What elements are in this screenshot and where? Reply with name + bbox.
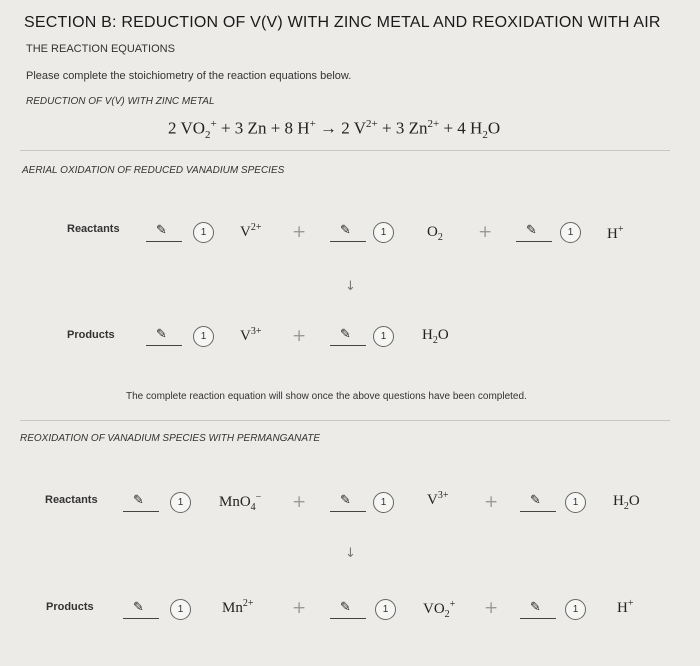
plus-sign: +	[292, 222, 307, 242]
plus-sign: +	[484, 492, 499, 512]
part3-heading: REOXIDATION OF VANADIUM SPECIES WITH PERMANGANATE	[20, 433, 321, 444]
coefficient-badge[interactable]: 1	[560, 222, 581, 243]
coefficient-input[interactable]	[516, 220, 552, 242]
species-v2plus: $V^{2+}$	[240, 222, 262, 240]
coefficient-input[interactable]	[520, 490, 556, 512]
plus-sign: +	[478, 222, 493, 242]
coefficient-input[interactable]	[146, 324, 182, 346]
section-title: SECTION B: REDUCTION OF V(V) WITH ZINC METAL AND REOXIDATION WITH AIR	[24, 14, 661, 31]
plus-sign: +	[292, 492, 307, 512]
coefficient-input[interactable]	[123, 597, 159, 619]
products-label: Products	[67, 329, 115, 341]
coefficient-input[interactable]	[330, 490, 366, 512]
species-vo2plus: $VO_2^+$	[423, 599, 456, 620]
coefficient-badge[interactable]: 1	[373, 326, 394, 347]
coefficient-input[interactable]	[330, 597, 366, 619]
coefficient-badge[interactable]: 1	[375, 599, 396, 620]
arrow-down-icon: ↓	[345, 279, 356, 294]
coefficient-input[interactable]	[330, 324, 366, 346]
coefficient-input[interactable]	[330, 220, 366, 242]
pencil-icon: ✎	[530, 599, 541, 614]
products-label: Products	[46, 601, 94, 613]
pencil-icon: ✎	[530, 492, 541, 507]
pencil-icon: ✎	[526, 222, 537, 237]
coefficient-input[interactable]	[520, 597, 556, 619]
pencil-icon: ✎	[133, 492, 144, 507]
plus-sign: +	[484, 598, 499, 618]
species-hplus: H+	[617, 598, 634, 616]
plus-sign: +	[292, 326, 307, 346]
pencil-icon: ✎	[340, 222, 351, 237]
pencil-icon: ✎	[340, 492, 351, 507]
divider	[20, 420, 670, 421]
pencil-icon: ✎	[340, 326, 351, 341]
coefficient-input[interactable]	[146, 220, 182, 242]
coefficient-badge[interactable]: 1	[193, 222, 214, 243]
species-h2o: $H_2O$	[613, 493, 640, 512]
arrow-down-icon: ↓	[345, 546, 356, 561]
species-v3plus: $V^{3+}$	[427, 490, 449, 508]
coefficient-badge[interactable]: 1	[373, 492, 394, 513]
species-v3plus: $V^{3+}$	[240, 326, 262, 344]
part2-heading: AERIAL OXIDATION OF REDUCED VANADIUM SPECIES	[22, 165, 285, 176]
part1-heading: REDUCTION OF V(V) WITH ZINC METAL	[26, 96, 215, 107]
pencil-icon: ✎	[340, 599, 351, 614]
coefficient-input[interactable]	[123, 490, 159, 512]
coefficient-badge[interactable]: 1	[565, 599, 586, 620]
species-hplus: H+	[607, 224, 624, 242]
reactants-label: Reactants	[67, 223, 120, 235]
coefficient-badge[interactable]: 1	[170, 492, 191, 513]
reaction-equations-heading: THE REACTION EQUATIONS	[26, 43, 175, 55]
species-h2o: $H_2O$	[422, 327, 449, 346]
plus-sign: +	[292, 598, 307, 618]
reduction-equation: 2 $VO_2^+ + 3$ Zn + 8 H+ → 2 $V^{2+} + 3$ $Zn^{2+} + 4$ $H_2O$	[168, 118, 501, 142]
instruction-text: Please complete the stoichiometry of the reaction equations below.	[26, 70, 352, 82]
coefficient-badge[interactable]: 1	[170, 599, 191, 620]
reactants-label: Reactants	[45, 494, 98, 506]
coefficient-badge[interactable]: 1	[193, 326, 214, 347]
species-mn2plus: $Mn^{2+}$	[222, 598, 254, 616]
species-mno4minus: MnO$_4$−	[219, 492, 262, 513]
species-o2: $O_2$	[427, 224, 443, 243]
divider	[20, 150, 670, 151]
coefficient-badge[interactable]: 1	[565, 492, 586, 513]
pencil-icon: ✎	[133, 599, 144, 614]
completion-note: The complete reaction equation will show once the above questions have been completed.	[126, 391, 527, 402]
pencil-icon: ✎	[156, 326, 167, 341]
coefficient-badge[interactable]: 1	[373, 222, 394, 243]
pencil-icon: ✎	[156, 222, 167, 237]
